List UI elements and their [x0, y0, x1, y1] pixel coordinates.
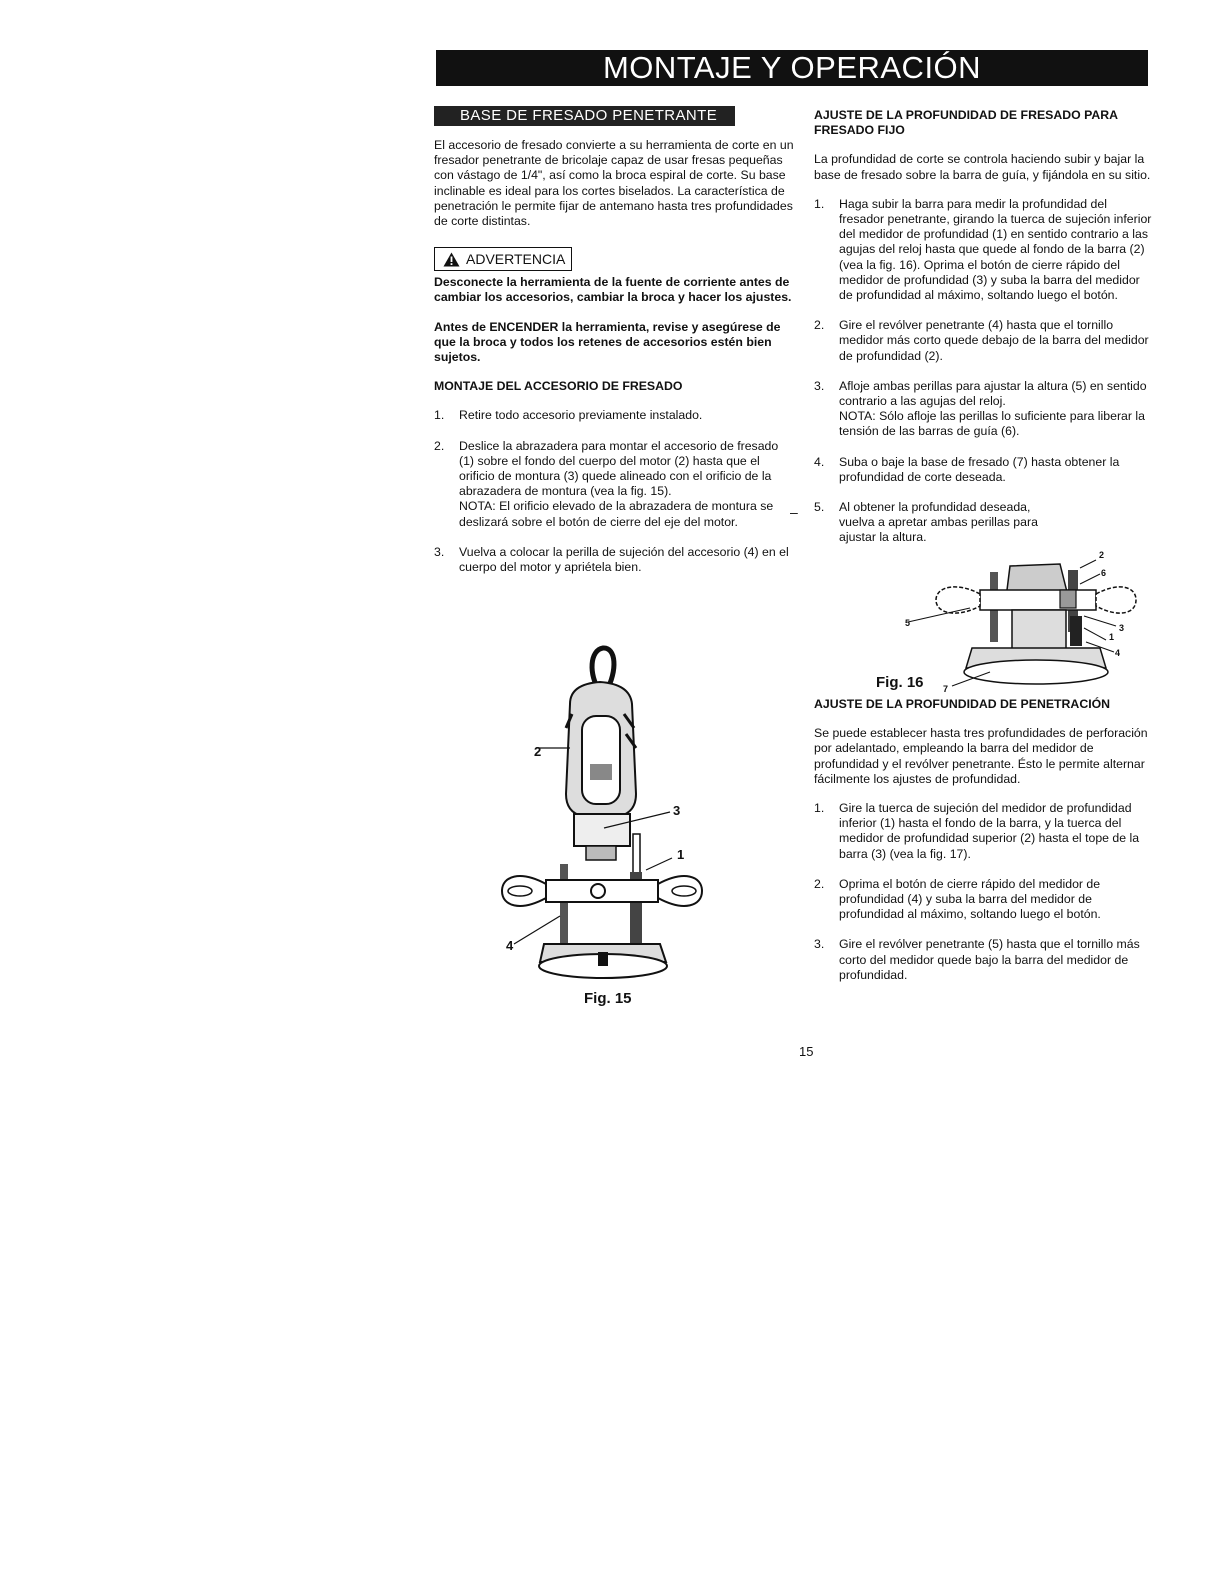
step-text: Suba o baje la base de fresado (7) hasta obtener la profundidad de corte deseada. [839, 454, 1120, 484]
step-note: NOTA: Sólo afloje las perillas lo suficiente para liberar la tensión de las barras de guía (6). [839, 409, 1145, 439]
step-number: 1. [434, 408, 445, 423]
list-item [814, 455, 1154, 485]
fig16-callout-1: 1 [1109, 632, 1115, 642]
step-number: 3. [814, 937, 825, 952]
step-number: 2. [814, 876, 825, 891]
list-item [434, 408, 794, 423]
margin-mark: – [790, 504, 798, 520]
step-number: 2. [434, 438, 445, 453]
fig16-callout-2: 2 [1099, 550, 1105, 560]
list-item [814, 379, 1154, 440]
warning-text-check: Antes de ENCENDER la herramienta, revise y asegúrese de que la broca y todos los retenes de accesorios estén bien sujetos. [434, 319, 781, 365]
list-item [814, 197, 1154, 303]
step-text: Retire todo accesorio previamente instalado. [459, 408, 703, 423]
step-text: Gire el revólver penetrante (5) hasta que el tornillo más corto del medidor quede bajo la barra del medidor de profundidad. [839, 937, 1140, 982]
fig15-callout-3: 3 [673, 803, 681, 818]
fig15-callout-4: 4 [506, 938, 514, 953]
left-column [434, 106, 794, 590]
warning-text-disconnect: Desconecte la herramienta de la fuente de corriente antes de cambiar los accesorios, cambiar la broca y hacer los ajustes. [434, 275, 792, 305]
list-item [814, 500, 1154, 546]
fixed-steps-list [814, 197, 1154, 546]
fig16-caption: Fig. 16 [876, 674, 924, 691]
heading-mount-accessory: MONTAJE DEL ACCESORIO DE FRESADO [434, 379, 683, 394]
step-number: 3. [814, 378, 825, 393]
intro-fixed-paragraph: La profundidad de corte se controla haciendo subir y bajar la base de fresado sobre la barra de guía, y fijándola en su sitio. [814, 152, 1151, 182]
step-text: Deslice la abrazadera para montar el accesorio de fresado (1) sobre el fondo del cuerpo del motor (2) hasta que el orificio de montura (3) quede alineado con el orificio de la abrazadera de montura (vea la fig. 15). [459, 438, 779, 499]
step-number: 5. [814, 500, 825, 515]
fig16-callout-4: 4 [1115, 648, 1121, 658]
warning-label: ADVERTENCIA [466, 251, 566, 268]
mount-steps-list [434, 408, 794, 575]
list-item [814, 877, 1154, 923]
step-text: Vuelva a colocar la perilla de sujeción del accesorio (4) en el cuerpo del motor y apriétela bien. [459, 544, 789, 575]
step-number: 4. [814, 454, 825, 469]
page-banner-title: MONTAJE Y OPERACIÓN [436, 50, 1148, 86]
step-text: Gire la tuerca de sujeción del medidor de profundidad inferior (1) hasta el fondo de la barra, y la tuerca del medidor de profundidad superior (2) hasta el tope de la barra (3) (vea la fig. 17). [839, 801, 1140, 861]
step-number: 1. [814, 801, 825, 816]
step-note: NOTA: El orificio elevado de la abrazadera de montura se deslizará sobre el botón de cierre del eje del motor. [459, 499, 774, 529]
fig16-callout-6: 6 [1101, 568, 1107, 578]
fig16-callout-5: 5 [905, 618, 911, 628]
fig16-callout-7: 7 [943, 684, 949, 694]
fig15-callout-2: 2 [534, 744, 542, 759]
step-text: Oprima el botón de cierre rápido del medidor de profundidad (4) y suba la barra del medidor de profundidad al máximo, soltando luego el botón. [839, 876, 1101, 922]
list-item [814, 801, 1154, 862]
fig15-illustration [500, 644, 715, 984]
heading-fixed-depth: AJUSTE DE LA PROFUNDIDAD DE FRESADO PARA FRESADO FIJO [814, 108, 1118, 138]
list-item [814, 937, 1154, 983]
warning-box [434, 247, 572, 271]
step-number: 3. [434, 544, 445, 559]
heading-plunge-depth: AJUSTE DE LA PROFUNDIDAD DE PENETRACIÓN [814, 697, 1111, 711]
intro-paragraph: El accesorio de fresado convierte a su herramienta de corte en un fresador penetrante de bricolaje capaz de usar fresas pequeñas con vástago de 1/4", así como la broca espiral de corte. Su base inclinable es ideal para los cortes biselados. La característica de penetración le permite fijar de antemano hasta tres profundidades de corte distintas. [434, 138, 794, 229]
right-column-top [814, 108, 1154, 561]
step-text: Gire el revólver penetrante (4) hasta que el tornillo medidor más corto quede debajo de la barra del medidor de profundidad (2). [839, 318, 1149, 363]
step-number: 2. [814, 318, 825, 333]
list-item [434, 545, 794, 575]
fig15-caption: Fig. 15 [584, 990, 632, 1007]
warning-triangle-icon [443, 252, 460, 267]
plunge-steps-list [814, 801, 1154, 983]
intro-plunge-paragraph: Se puede establecer hasta tres profundidades de perforación por adelantado, empleando la barra del medidor de profundidad y el revólver penetrante. Ésto le permite alternar fácilmente los ajustes de profundidad. [814, 726, 1148, 786]
fig15-callout-1: 1 [677, 847, 685, 862]
step-text: Al obtener la profundidad deseada, vuelva a apretar ambas perillas para ajustar la altura. [839, 500, 1038, 545]
section-title-plunge-base: BASE DE FRESADO PENETRANTE [434, 106, 735, 126]
step-text: Afloje ambas perillas para ajustar la altura (5) en sentido contrario a las agujas del reloj. [839, 378, 1147, 409]
fig16-callout-3: 3 [1119, 623, 1125, 633]
page-number: 15 [799, 1044, 814, 1059]
right-column-bottom [814, 697, 1154, 998]
list-item [814, 318, 1154, 364]
step-text: Haga subir la barra para medir la profundidad del fresador penetrante, girando la tuerca de sujeción inferior del medidor de profundidad (1) en sentido contrario a las agujas del reloj hasta que quede al fondo de la barra (2) (vea la fig. 16). Oprima el botón de cierre rápido del medidor de profundidad (3) y suba la barra del medidor de profundidad al máximo, soltando luego el botón. [839, 196, 1152, 303]
step-number: 1. [814, 196, 825, 211]
list-item [434, 439, 794, 530]
